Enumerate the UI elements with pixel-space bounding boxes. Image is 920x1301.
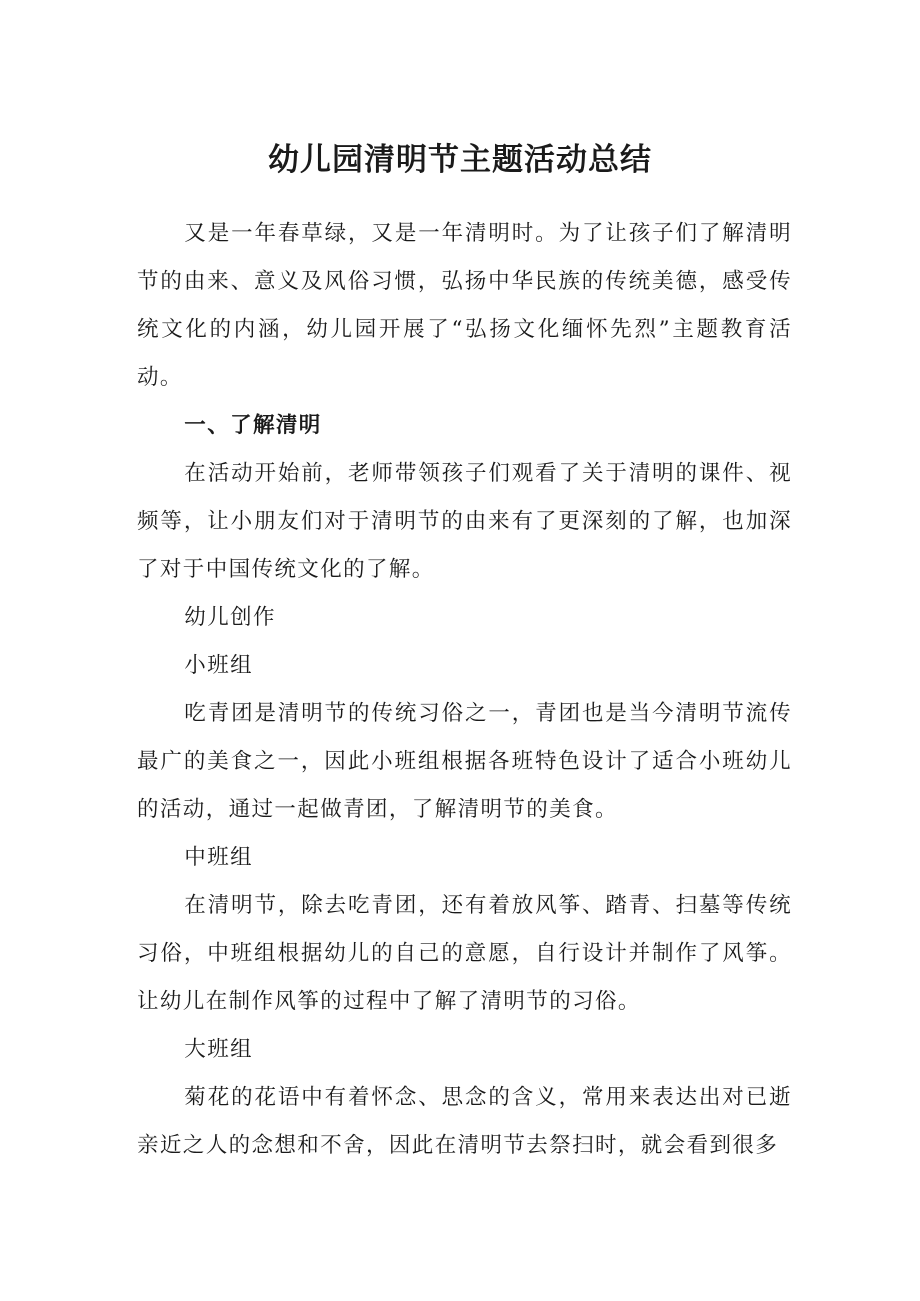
subheading-middle-class: 中班组 (184, 845, 253, 870)
intro-paragraph: 又是一年春草绿，又是一年清明时。为了让孩子们了解清明节的由来、意义及风俗习惯，弘扬中华民族的传统美德，感受传统文化的内涵，幼儿园开展了“弘扬文化缅怀先烈”主题教育活动。 (137, 221, 792, 390)
section-paragraph: 在活动开始前，老师带领孩子们观看了关于清明的课件、视频等，让小朋友们对于清明节的由来有了更深刻的了解，也加深了对于中国传统文化的了解。 (137, 461, 792, 582)
section-heading: 一、了解清明 (184, 413, 322, 438)
subheading-small-class: 小班组 (184, 653, 253, 678)
small-class-paragraph: 吃青团是清明节的传统习俗之一，青团也是当今清明节流传最广的美食之一，因此小班组根据各班特色设计了适合小班幼儿的活动，通过一起做青团，了解清明节的美食。 (137, 701, 792, 822)
large-class-paragraph: 菊花的花语中有着怀念、思念的含义，常用来表达出对已逝亲近之人的念想和不舍，因此在清明节去祭扫时，就会看到很多 (137, 1085, 792, 1158)
subheading-large-class: 大班组 (184, 1037, 253, 1062)
document-body (137, 210, 792, 1170)
middle-class-paragraph: 在清明节，除去吃青团，还有着放风筝、踏青、扫墓等传统习俗，中班组根据幼儿的自己的意愿，自行设计并制作了风筝。让幼儿在制作风筝的过程中了解了清明节的习俗。 (137, 893, 792, 1014)
subheading-creation: 幼儿创作 (184, 605, 276, 630)
document-title: 幼儿园清明节主题活动总结 (268, 142, 652, 178)
